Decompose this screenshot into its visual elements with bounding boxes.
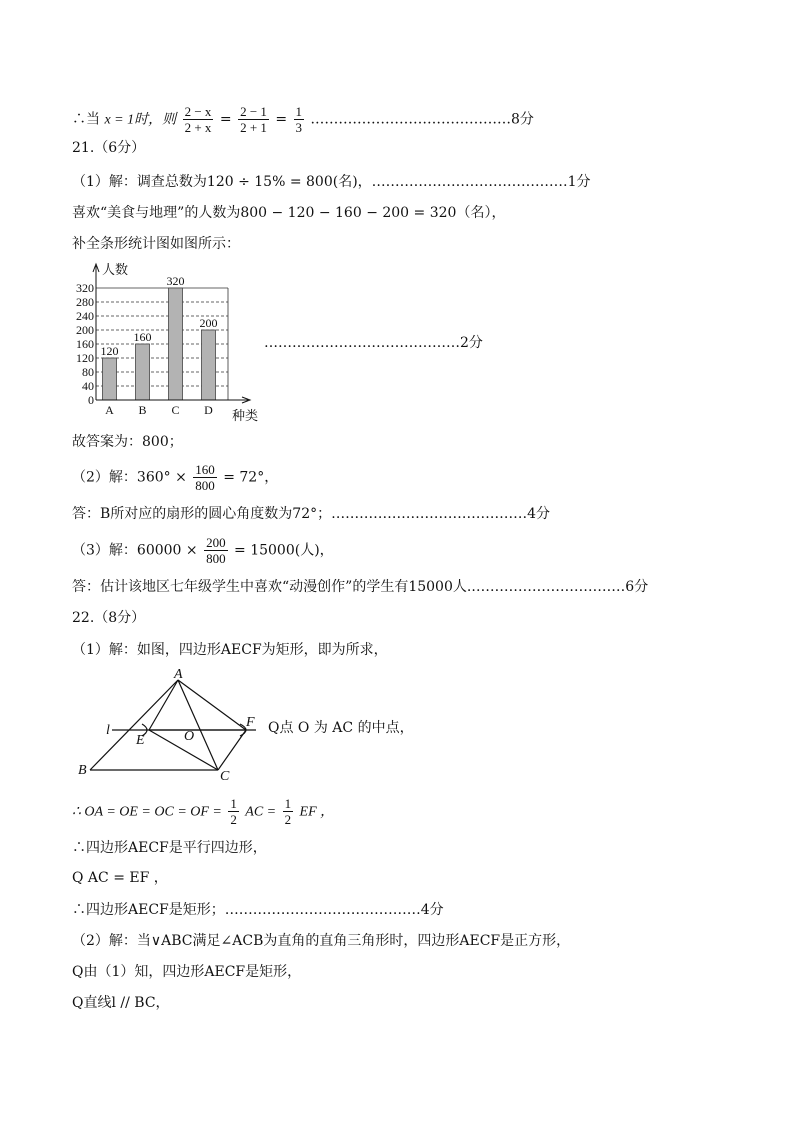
answer-line: 答：估计该地区七年级学生中喜欢“动漫创作”的学生有15000人.……………………………6分 — [72, 579, 649, 595]
geometry-figure — [72, 668, 272, 784]
proof-line: Q AC = EF ， — [72, 870, 168, 886]
bar-d — [202, 330, 216, 400]
proof-line: Q由（1）知，四边形AECF是矩形， — [72, 964, 302, 980]
expr-suffix: EF ， — [299, 804, 335, 820]
fraction — [204, 535, 228, 566]
answer-part-2 — [72, 462, 278, 493]
bar-value-label: 200 — [199, 316, 218, 330]
fraction-1-numerator: 2 − x — [184, 104, 212, 119]
y-tick-label: 280 — [76, 295, 94, 309]
fraction-numerator: 1 — [230, 796, 237, 811]
fraction-denominator: 2 — [230, 812, 237, 827]
answer-part-2: （2）解：当∨ABC满足∠ACB为直角的直角三角形时，四边形AECF是正方形， — [72, 933, 571, 949]
expr-suffix: = 15000(人)， — [234, 542, 334, 559]
proof-line: ∴四边形AECF是矩形；……………………………………4分 — [72, 902, 444, 918]
x-tick-label: A — [105, 403, 114, 417]
point-label-f: F — [246, 715, 255, 730]
condition-text: x = 1时，则 — [104, 112, 177, 128]
x-tick-label: C — [171, 403, 180, 417]
point-label-e: E — [136, 733, 145, 748]
fraction-half-2 — [283, 796, 294, 827]
expr-prefix: （3）解：60000 × — [72, 542, 198, 559]
y-tick-label: 80 — [82, 365, 94, 379]
fraction-3 — [294, 104, 305, 135]
bar-value-label: 160 — [133, 330, 152, 344]
fraction-numerator: 160 — [195, 462, 215, 477]
answer-part-1: （1）解：调查总数为120 ÷ 15% = 800(名)，……………………………………1分 — [72, 174, 591, 190]
y-tick-label: 40 — [82, 379, 94, 393]
fraction-numerator: 200 — [206, 535, 226, 550]
fraction-denominator: 800 — [195, 478, 215, 493]
expr-prefix: （2）解：360° × — [72, 469, 187, 486]
therefore-text: ∴当 — [72, 111, 100, 128]
segment-ac — [178, 680, 218, 770]
answer-line: 答：B所对应的扇形的圆心角度数为72°；……………………………………4分 — [72, 506, 551, 522]
fraction-1 — [183, 104, 214, 135]
question-21-heading: 21.（6分） — [72, 140, 146, 156]
y-axis-title: 人数 — [102, 262, 129, 277]
fraction-denominator: 800 — [206, 551, 226, 566]
y-tick-label: 120 — [76, 351, 94, 365]
score-dots: .……………………………………8分 — [310, 111, 534, 128]
answer-line: 故答案为：800； — [72, 434, 183, 450]
segment-fc — [218, 730, 246, 770]
y-tick-label: 240 — [76, 309, 94, 323]
fraction-3-denominator: 3 — [295, 120, 303, 135]
chart-ticks — [76, 281, 94, 407]
figure-note: Q点 O 为 AC 的中点， — [268, 720, 414, 736]
equals-sign: = — [219, 111, 232, 128]
expr-middle: AC = — [245, 804, 277, 820]
bar-b — [136, 344, 150, 400]
answer-part-3 — [72, 535, 334, 566]
fraction-denominator: 2 — [284, 812, 292, 827]
bar-a — [103, 358, 117, 400]
fraction-2 — [238, 104, 269, 135]
proof-line: Q直线l // BC， — [72, 995, 170, 1011]
proof-line — [72, 796, 334, 827]
bar-chart — [66, 258, 276, 426]
answer-line: 喜欢“美食与地理”的人数为800 − 120 − 160 − 200 = 320（名）， — [72, 205, 506, 221]
y-tick-label: 320 — [76, 281, 94, 295]
point-label-b: B — [78, 763, 87, 778]
fraction-numerator: 1 — [284, 796, 292, 811]
fraction-3-numerator: 1 — [295, 104, 303, 119]
fraction-2-numerator: 2 − 1 — [240, 104, 267, 119]
question-22-heading: 22.（8分） — [72, 610, 146, 626]
segment-ab — [90, 680, 178, 770]
fraction — [193, 462, 217, 493]
y-tick-label: 160 — [76, 337, 94, 351]
y-tick-label: 200 — [76, 323, 94, 337]
y-tick-label: 0 — [88, 393, 94, 407]
answer-part-1: （1）解：如图，四边形AECF为矩形，即为所求， — [72, 642, 388, 658]
expr-suffix: = 72°， — [223, 469, 279, 486]
point-label-c: C — [220, 769, 230, 784]
bar-c — [169, 288, 183, 400]
line-label-l: l — [106, 723, 110, 738]
x-axis-title: 种类 — [232, 408, 259, 423]
equation-line — [72, 104, 534, 135]
x-tick-label: B — [138, 403, 147, 417]
fraction-half-1 — [228, 796, 239, 827]
answer-line: 补全条形统计图如图所示： — [72, 236, 240, 252]
bar-value-label: 320 — [166, 274, 185, 288]
bar-value-label: 120 — [100, 344, 119, 358]
fraction-1-denominator: 2 + x — [184, 120, 212, 135]
proof-line: ∴四边形AECF是平行四边形， — [72, 840, 267, 856]
fraction-2-denominator: 2 + 1 — [240, 120, 267, 135]
expr-prefix: ∴ OA = OE = OC = OF = — [72, 804, 222, 820]
segment-af — [178, 680, 246, 730]
equals-sign: = — [275, 111, 288, 128]
score-2: ……………………………………2分 — [264, 335, 483, 351]
point-label-o: O — [184, 729, 195, 744]
point-label-a: A — [174, 668, 183, 682]
x-tick-label: D — [204, 403, 213, 417]
